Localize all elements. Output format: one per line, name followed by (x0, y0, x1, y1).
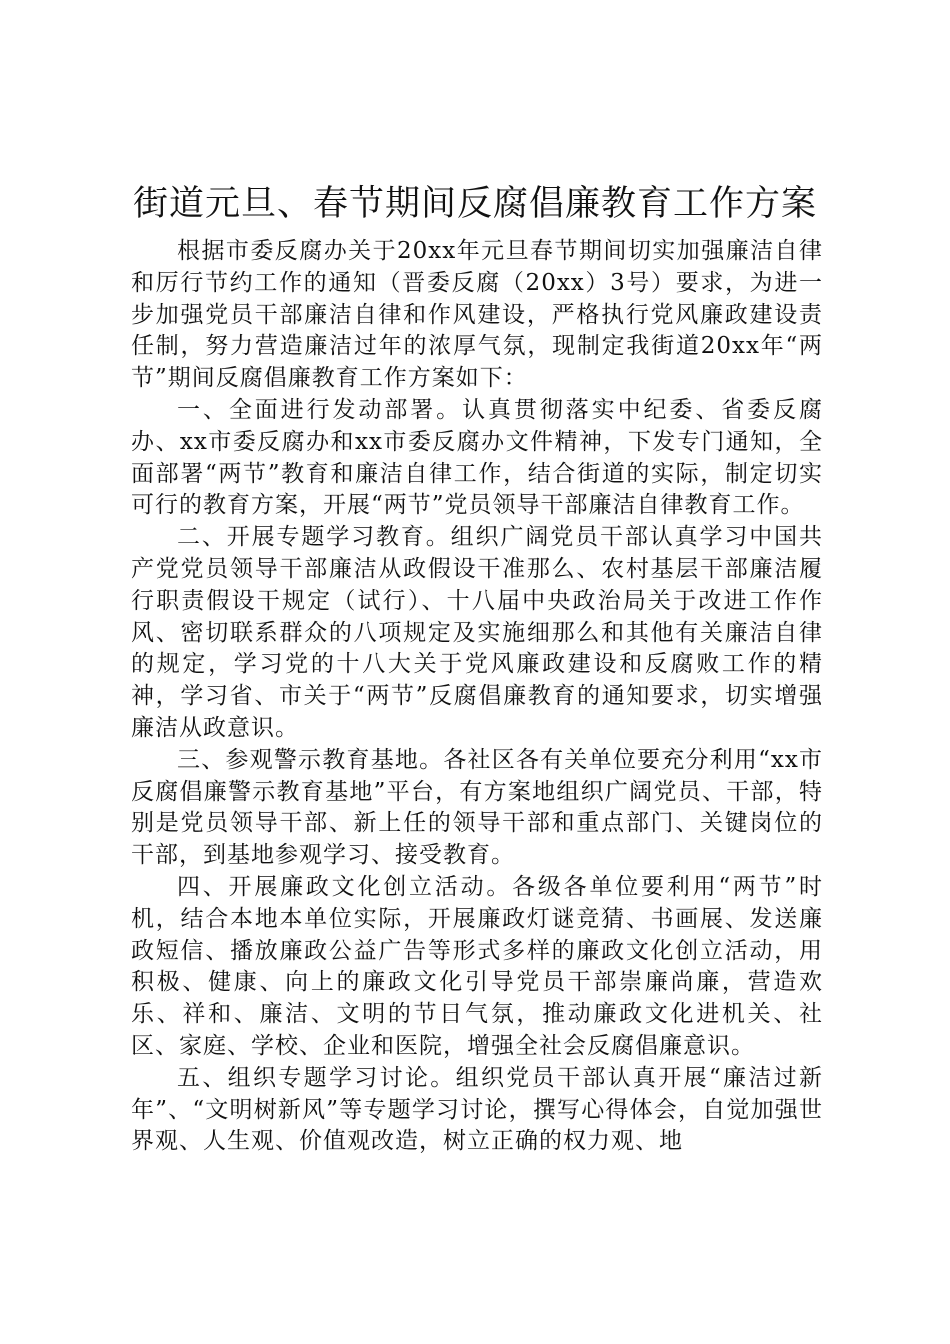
paragraph-intro: 根据市委反腐办关于20xx年元旦春节期间切实加强廉洁自律和厉行节约工作的通知（晋委反腐（20xx）3号）要求，为进一步加强党员干部廉洁自律和作风建设，严格执行党风廉政建设责任制，努力营造廉洁过年的浓厚气氛，现制定我街道20xx年“两节”期间反腐倡廉教育工作方案如下： (131, 238, 823, 392)
document-title: 街道元旦、春节期间反腐倡廉教育工作方案 (132, 184, 817, 224)
paragraph-section-4: 四、开展廉政文化创立活动。各级各单位要利用“两节”时机，结合本地本单位实际，开展廉政灯谜竞猜、书画展、发送廉政短信、播放廉政公益广告等形式多样的廉政文化创立活动，用积极、健康、向上的廉政文化引导党员干部崇廉尚廉，营造欢乐、祥和、廉洁、文明的节日气氛，推动廉政文化进机关、社区、家庭、学校、企业和医院，增强全社会反腐倡廉意识。 (131, 873, 823, 1059)
paragraph-section-1: 一、全面进行发动部署。认真贯彻落实中纪委、省委反腐办、xx市委反腐办和xx市委反腐办文件精神，下发专门通知，全面部署“两节”教育和廉洁自律工作，结合街道的实际，制定切实可行的教育方案，开展“两节”党员领导干部廉洁自律教育工作。 (131, 396, 823, 519)
paragraph-section-5: 五、组织专题学习讨论。组织党员干部认真开展“廉洁过新年”、“文明树新风”等专题学习讨论，撰写心得体会，自觉加强世界观、人生观、价值观改造，树立正确的权力观、地 (131, 1064, 823, 1155)
paragraph-section-2: 二、开展专题学习教育。组织广阔党员干部认真学习中国共产党党员领导干部廉洁从政假设干准那么、农村基层干部廉洁履行职责假设干规定（试行）、十八届中央政治局关于改进工作作风、密切联系群众的八项规定及实施细那么和其他有关廉洁自律的规定，学习党的十八大关于党风廉政建设和反腐败工作的精神，学习省、市关于“两节”反腐倡廉教育的通知要求，切实增强廉洁从政意识。 (131, 524, 823, 741)
document-body (131, 236, 823, 1158)
paragraph-section-3: 三、参观警示教育基地。各社区各有关单位要充分利用“xx市反腐倡廉警示教育基地”平台，有方案地组织广阔党员、干部，特别是党员领导干部、新上任的领导干部和重点部门、关键岗位的干部，到基地参观学习、接受教育。 (131, 746, 823, 869)
